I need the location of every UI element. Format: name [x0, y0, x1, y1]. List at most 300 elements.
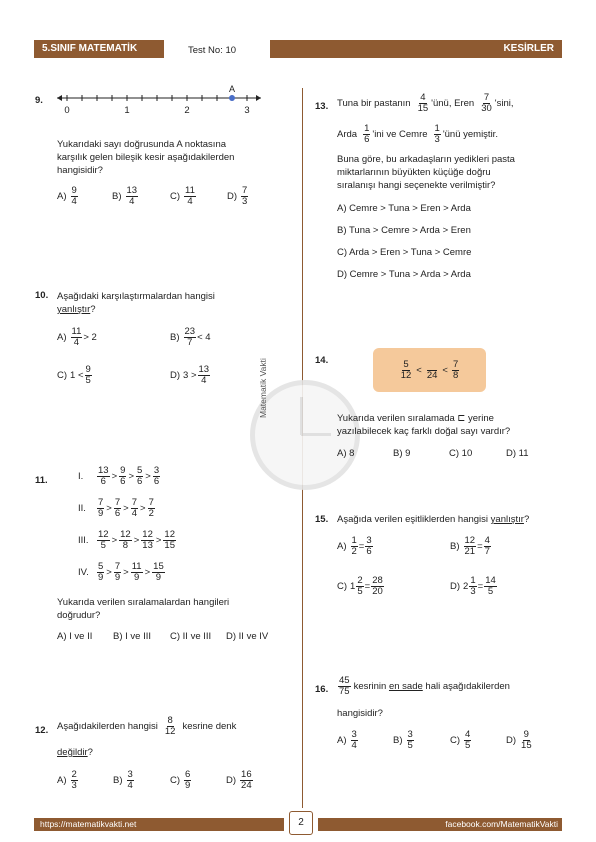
q12-option-b[interactable] [113, 770, 135, 791]
q9-option-c-fraction [184, 186, 196, 207]
num: 11 [131, 561, 142, 572]
den: 3 [71, 779, 77, 791]
q13-option-a[interactable]: A) Cemre > Tuna > Eren > Arda [337, 203, 471, 214]
num: 5 [403, 358, 409, 370]
num: 1 [364, 123, 370, 134]
q10-option-d-label: D) [170, 369, 181, 381]
den: 9 [155, 571, 162, 583]
q12-text-line2 [57, 747, 93, 758]
q13-t5: 'ini ve Cemre [372, 128, 428, 140]
q10-option-b[interactable] [170, 327, 211, 348]
den: 9 [114, 571, 121, 583]
page-number: 2 [298, 817, 304, 828]
q9-option-c-label: C) [170, 190, 181, 202]
num: 2 [71, 769, 77, 780]
q11-option-a[interactable]: A) I ve II [57, 631, 93, 642]
num: 6 [185, 769, 191, 780]
q15-a-right [365, 536, 372, 557]
den: 15 [417, 102, 429, 114]
q15-option-d-label: D) [450, 580, 461, 592]
num [427, 360, 437, 371]
den: 4 [351, 739, 357, 751]
q9-option-b-label: B) [112, 190, 122, 202]
q16-option-d[interactable] [506, 730, 534, 751]
num: 28 [372, 575, 383, 586]
q13-t4: Arda [337, 128, 358, 140]
q12-option-a[interactable] [57, 770, 79, 791]
q13-text-line3: sıralanışı hangi seçenekte verilmiştir? [337, 180, 496, 191]
q15-d-right [484, 576, 497, 597]
q11-option-b[interactable]: B) I ve III [113, 631, 152, 642]
num: 5 [98, 561, 104, 572]
q16-option-a-fraction [351, 730, 358, 751]
q13-t3: 'sini, [494, 97, 514, 109]
num: 45 [339, 675, 350, 686]
q12-option-d[interactable] [226, 770, 254, 791]
q15-d-whole: 2 [463, 580, 469, 592]
q11-fraction [141, 530, 154, 551]
footer-left-bar [34, 818, 284, 831]
q11-fraction [148, 498, 155, 519]
q10-option-d[interactable] [170, 365, 211, 386]
num: 16 [241, 769, 252, 780]
q14-text-line2: yazılabilecek kaç farklı doğal sayı vardır? [337, 426, 511, 437]
q12-option-b-label: B) [113, 774, 123, 786]
den: 6 [114, 507, 121, 519]
q13-t6: 'ünü yemiştir. [442, 128, 498, 140]
page-number-badge [289, 811, 313, 835]
q10-text-line1: Aşağıdaki karşılaştırmalardan hangisi [57, 291, 215, 302]
q10-text [57, 290, 215, 316]
den: 21 [464, 545, 476, 557]
q10-text-line2 [57, 303, 215, 316]
point-a-marker [229, 95, 235, 101]
den: 6 [100, 475, 106, 487]
den: 3 [434, 133, 440, 145]
q13-line2 [337, 124, 498, 145]
den: 6 [137, 475, 143, 487]
q15-c-whole: 1 [350, 580, 356, 592]
den: 9 [185, 779, 191, 791]
den: 30 [481, 102, 492, 114]
q10-option-b-rest: < 4 [197, 331, 211, 343]
q11-operator: > [111, 534, 118, 546]
num: 4 [420, 92, 426, 103]
num: 7 [98, 497, 104, 508]
q12-keyword: değildir [57, 747, 88, 758]
num: 1 [351, 535, 357, 546]
den: 4 [187, 195, 193, 207]
q10-option-c-fraction [85, 365, 92, 386]
header-title: 5.SINIF MATEMATİK [42, 43, 138, 54]
q13-f1 [417, 93, 430, 114]
num: 7 [483, 92, 490, 103]
den: 8 [122, 539, 129, 551]
num: 7 [114, 561, 121, 572]
den: 24 [426, 369, 438, 381]
q9-text-line1: Yukarıdaki sayı doğrusunda A noktasına [57, 139, 227, 150]
q10-keyword: yanlıştır [57, 304, 91, 315]
q11-row [78, 466, 161, 487]
num: 2 [357, 575, 363, 586]
q12-fraction [164, 716, 177, 737]
q16-text-line2: hangisidir? [337, 708, 383, 719]
den: 24 [241, 779, 252, 791]
q9-option-a-fraction [71, 186, 78, 207]
q9-option-b-fraction [126, 186, 139, 207]
q11-operator: > [140, 502, 146, 514]
q13-option-d[interactable]: D) Cemre > Tuna > Arda > Arda [337, 269, 471, 280]
num: 8 [167, 715, 173, 726]
q15-option-b-label: B) [450, 540, 460, 552]
q16-keyword: en sade [388, 680, 423, 692]
den: 9 [98, 507, 104, 519]
q9-text-line3: hangisidir? [57, 165, 103, 176]
point-a-label: A [228, 84, 236, 94]
q9-text-line2: karşılık gelen bileşik kesir aşağıdakilerden [57, 152, 235, 163]
q16-option-d-label: D) [506, 734, 517, 746]
num: 1 [434, 123, 440, 134]
q11-operator: > [123, 502, 129, 514]
num: 12 [142, 529, 153, 540]
q13-option-b[interactable]: B) Tuna > Cemre > Arda > Eren [337, 225, 471, 236]
den: 75 [339, 685, 350, 697]
q12-option-b-fraction [127, 770, 134, 791]
num: 9 [85, 364, 91, 375]
num: 9 [71, 185, 77, 196]
den: 15 [521, 739, 532, 751]
q11-fraction [131, 498, 138, 519]
q9-option-d[interactable] [227, 186, 249, 207]
q12-qmark: ? [87, 747, 93, 758]
num: 3 [407, 729, 413, 740]
q15-c-right [371, 576, 384, 597]
q12-option-a-label: A) [57, 774, 67, 786]
q11-operator: > [106, 566, 112, 578]
q11-row-label: I. [78, 470, 84, 482]
q13-f4 [434, 124, 441, 145]
watermark-text [258, 358, 268, 418]
q15-option-c[interactable]: C) 1 $\frac{2}{5}$ = $\frac{28}{20}$ [337, 575, 383, 597]
num: 1 [470, 575, 476, 586]
q15-option-a[interactable]: A) $\frac{1}{2}$ = $\frac{3}{6}$ [337, 535, 372, 557]
q14-op1: < [416, 364, 422, 376]
den: 12 [164, 725, 176, 737]
q10-number: 10. [35, 290, 49, 301]
arrow-right-icon [256, 95, 261, 101]
q14-inequality-box [373, 348, 486, 392]
num: 23 [184, 326, 196, 337]
num: 15 [153, 561, 164, 572]
den: 7 [484, 545, 490, 557]
q14-f2 [426, 360, 439, 381]
den: 5 [100, 539, 106, 551]
q11-operator: > [123, 566, 129, 578]
footer-right-bar [318, 818, 562, 831]
q11-row-label: IV. [78, 566, 89, 578]
den: 4 [201, 374, 207, 386]
num: 11 [71, 326, 82, 337]
q15-option-d[interactable]: D) 2 $\frac{1}{3}$ = $\frac{14}{5}$ [450, 575, 496, 597]
q13-text-line2: miktarlarının büyükten küçüğe doğru [337, 167, 491, 178]
q15-option-b[interactable]: B) $\frac{12}{21}$ = $\frac{4}{7}$ [450, 535, 490, 557]
q11-number: 11. [35, 475, 48, 486]
q11-row [78, 562, 166, 583]
q10-option-a-rest: > 2 [83, 331, 97, 343]
den: 6 [120, 475, 126, 487]
q10-qmark: ? [90, 304, 96, 315]
q11-operator: > [106, 502, 112, 514]
q15-number: 15. [315, 514, 329, 525]
num: 13 [198, 364, 210, 375]
num: 4 [484, 535, 490, 546]
q11-row-label: II. [78, 502, 86, 514]
number-line-label: 3 [244, 105, 250, 116]
arrow-left-icon [57, 95, 62, 101]
q11-operator: > [145, 470, 151, 482]
q15-b-right [484, 536, 491, 557]
den: 5 [85, 374, 91, 386]
q11-operator: > [111, 470, 118, 482]
q15-c-left [356, 576, 363, 597]
q10-option-b-fraction [184, 327, 197, 348]
num: 7 [114, 497, 121, 508]
q10-option-c-label: C) [57, 369, 68, 381]
den: 15 [164, 539, 175, 551]
number-line-label: 2 [184, 105, 190, 116]
den: 5 [487, 585, 494, 597]
num: 13 [126, 185, 138, 196]
q13-t1: Tuna bir pastanın [337, 97, 411, 109]
q12-option-c-fraction [184, 770, 191, 791]
q10-option-d-fraction [198, 365, 211, 386]
q11-operator: > [155, 534, 162, 546]
q11-operator: > [128, 470, 134, 482]
header-topic: KESİRLER [503, 43, 554, 54]
q14-option-d[interactable]: D) 11 [506, 448, 529, 459]
q10-option-a-label: A) [57, 331, 67, 343]
den: 6 [366, 545, 372, 557]
num: 3 [153, 465, 160, 476]
q14-number: 14. [315, 355, 329, 366]
q13-text [337, 153, 515, 192]
den: 4 [127, 779, 133, 791]
q9-text [57, 138, 234, 177]
q11-option-c[interactable]: C) II ve III [170, 631, 212, 642]
q16-option-b-fraction [407, 730, 414, 751]
q11-fraction [152, 562, 165, 583]
q11-fraction [136, 466, 143, 487]
q11-fraction [119, 466, 126, 487]
q15-keyword: yanlıştır [490, 514, 524, 525]
q11-fraction [97, 562, 104, 583]
q16-t-after: kesrinin [353, 680, 387, 692]
q11-operator: > [144, 566, 151, 578]
q9-option-d-fraction [241, 186, 248, 207]
footer-facebook[interactable]: facebook.com/MatematikVakti [445, 819, 558, 829]
num: 7 [148, 497, 154, 508]
q10-option-c-pre: 1 < [70, 369, 84, 381]
q14-text [337, 412, 510, 438]
q12-option-d-label: D) [226, 774, 237, 786]
q15-qmark: ? [523, 514, 530, 525]
q14-t1-after: yerine [468, 413, 494, 424]
q16-option-b-label: B) [393, 734, 403, 746]
q14-text-line1 [337, 412, 510, 425]
num: 7 [131, 497, 138, 508]
q14-option-a[interactable]: A) 8 [337, 448, 355, 459]
q16-option-b[interactable] [393, 730, 415, 751]
q16-option-a[interactable] [337, 730, 359, 751]
q14-op2: < [442, 364, 448, 376]
den: 3 [242, 195, 248, 207]
q15-text [337, 514, 529, 525]
q10-option-b-label: B) [170, 331, 180, 343]
q14-option-c[interactable]: C) 10 [449, 448, 473, 459]
q10-option-a[interactable] [57, 327, 97, 348]
den: 5 [357, 585, 363, 597]
q11-fraction [119, 530, 132, 551]
num: 3 [127, 769, 133, 780]
q11-fraction [97, 498, 104, 519]
q9-option-c[interactable] [170, 186, 197, 207]
q13-f2 [480, 93, 493, 114]
num: 9 [120, 465, 126, 476]
q16-line1 [337, 676, 510, 697]
q12-option-c-label: C) [170, 774, 181, 786]
q13-number: 13. [315, 101, 329, 112]
q14-f1 [400, 360, 413, 381]
q9-option-d-label: D) [227, 190, 238, 202]
q11-fraction [97, 466, 110, 487]
q14-option-b[interactable]: B) 9 [393, 448, 411, 459]
q16-fraction [338, 676, 351, 697]
den: 8 [452, 369, 459, 381]
q11-fraction [97, 530, 110, 551]
den: 20 [372, 585, 383, 597]
num: 5 [137, 465, 143, 476]
q14-symbol: ⊏ [457, 413, 466, 424]
num: 3 [351, 729, 357, 740]
q14-t1: Yukarıda verilen sıralamada [337, 413, 455, 424]
q11-text-line2: doğrudur? [57, 610, 101, 621]
num: 13 [98, 465, 109, 476]
number-line-label: 1 [124, 105, 130, 116]
q10-option-a-fraction [71, 327, 83, 348]
test-number: Test No: 10 [188, 45, 237, 56]
q16-option-d-fraction [520, 730, 533, 751]
q13-t2: 'ünü, Eren [431, 97, 475, 109]
q16-option-c-label: C) [450, 734, 461, 746]
q11-fraction [114, 562, 121, 583]
den: 6 [153, 475, 160, 487]
q15-t-before: Aşağıda verilen eşitliklerden hangisi [337, 514, 489, 525]
q16-option-c-fraction [464, 730, 471, 751]
q12-option-a-fraction [71, 770, 78, 791]
number-line-label: 0 [64, 105, 70, 116]
q13-f3 [363, 124, 370, 145]
den: 7 [187, 336, 193, 348]
num: 11 [185, 185, 195, 196]
num: 12 [98, 529, 109, 540]
q13-option-c[interactable]: C) Arda > Eren > Tuna > Cemre [337, 247, 472, 258]
den: 6 [364, 133, 370, 145]
q15-a-left [351, 536, 358, 557]
num: 9 [523, 729, 529, 740]
q16-option-a-label: A) [337, 734, 347, 746]
header-left-bar [34, 40, 164, 58]
q12-text-line1 [57, 716, 236, 737]
q9-number-line [55, 82, 265, 120]
q10-option-d-pre: 3 > [183, 369, 197, 381]
q11-option-d[interactable]: D) II ve IV [226, 631, 269, 642]
q16-option-c[interactable] [450, 730, 472, 751]
q11-fraction [163, 530, 176, 551]
q15-option-c-label: C) [337, 580, 348, 592]
den: 12 [400, 369, 412, 381]
num: 3 [366, 535, 372, 546]
header-right-bar [270, 40, 562, 58]
q15-b-left [464, 536, 477, 557]
num: 4 [465, 729, 471, 740]
num: 7 [242, 185, 248, 196]
q11-row [78, 498, 156, 519]
q13-line1 [337, 93, 513, 114]
footer-website[interactable]: https://matematikvakti.net [40, 819, 137, 829]
q12-option-c[interactable] [170, 770, 192, 791]
watermark-label: Matematik Vakti [258, 358, 268, 418]
q11-fraction [153, 466, 160, 487]
q11-text [57, 596, 229, 622]
q15-d-left [469, 576, 476, 597]
den: 4 [129, 195, 135, 207]
q11-operator: > [133, 534, 140, 546]
den: 4 [73, 336, 80, 348]
q11-fraction [114, 498, 121, 519]
q12-text-before: Aşağıdakilerden hangisi [57, 720, 158, 732]
q12-number: 12. [35, 725, 49, 736]
q9-option-a-label: A) [57, 190, 67, 202]
den: 13 [142, 539, 153, 551]
q14-f3 [452, 360, 459, 381]
den: 9 [98, 571, 104, 583]
q15-option-a-label: A) [337, 540, 347, 552]
q9-option-b[interactable] [112, 186, 139, 207]
num: 12 [164, 529, 175, 540]
den: 4 [71, 195, 77, 207]
den: 5 [407, 739, 413, 751]
q10-option-c[interactable] [57, 365, 93, 386]
num: 14 [485, 575, 496, 586]
q11-row [78, 530, 177, 551]
q11-fraction [131, 562, 143, 583]
num: 12 [120, 529, 131, 540]
den: 5 [465, 739, 471, 751]
q11-row-label: III. [78, 534, 89, 546]
den: 2 [148, 507, 154, 519]
q9-option-a[interactable] [57, 186, 79, 207]
num: 12 [464, 535, 476, 546]
den: 3 [470, 585, 476, 597]
den: 9 [134, 571, 140, 583]
q9-number: 9. [35, 95, 43, 106]
q16-t-after2: hali aşağıdakilerden [425, 680, 510, 692]
num: 7 [452, 358, 459, 370]
q13-text-line1: Buna göre, bu arkadaşların yedikleri pasta [337, 154, 515, 165]
q11-text-line1: Yukarıda verilen sıralamalardan hangileri [57, 597, 230, 608]
q16-number: 16. [315, 684, 329, 695]
den: 2 [351, 545, 357, 557]
